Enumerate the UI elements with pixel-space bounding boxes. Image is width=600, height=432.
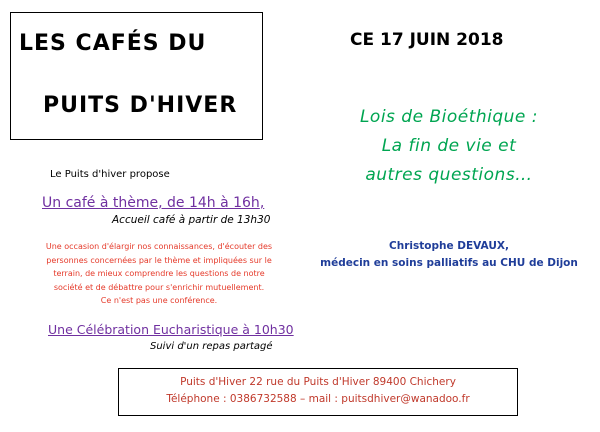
celebration-subtitle: Suivi d'un repas partagé: [150, 341, 273, 352]
cafe-description-line: personnes concernées par le thème et impliquées sur le: [46, 255, 272, 265]
cafe-title-text: Un café à thème, de 14h à 16h: [42, 195, 260, 211]
cafe-subtitle: Accueil café à partir de 13h30: [112, 214, 271, 226]
contact-phone-mail: Téléphone : 0386732588 – mail : puitsdhiver@wanadoo.fr: [166, 393, 470, 405]
celebration-title: Une Célébration Eucharistique à 10h30: [48, 322, 294, 337]
topic-line-2: La fin de vie et: [381, 136, 517, 156]
speaker-role: médecin en soins palliatifs au CHU de Dijon: [320, 257, 578, 269]
contact-box: [118, 368, 518, 416]
cafe-description: [34, 240, 284, 308]
title-line-1: LES CAFÉS DU: [19, 31, 207, 56]
title-box: [10, 12, 263, 140]
contact-address: Puits d'Hiver 22 rue du Puits d'Hiver 89400 Chichery: [180, 376, 456, 388]
cafe-description-line: société et de débattre pour s'enrichir mutuellement.: [53, 282, 265, 292]
speaker-name: Christophe DEVAUX,: [389, 240, 509, 252]
cafe-description-line: Une occasion d'élargir nos connaissances, d'écouter des: [45, 242, 273, 251]
cafe-description-line: Ce n'est pas une conférence.: [100, 296, 218, 305]
speaker-block: [318, 238, 580, 272]
topic-heading: [318, 103, 580, 190]
topic-line-3: autres questions…: [365, 165, 533, 185]
cafe-description-line: terrain, de mieux comprendre les questions de notre: [53, 269, 265, 278]
intro-text: Le Puits d'hiver propose: [50, 169, 170, 180]
event-date: CE 17 JUIN 2018: [350, 30, 504, 50]
topic-line-1: Lois de Bioéthique :: [359, 107, 539, 127]
cafe-title-suffix: ,: [259, 195, 265, 211]
title-line-2: PUITS D'HIVER: [43, 93, 238, 118]
cafe-title: [42, 195, 264, 211]
